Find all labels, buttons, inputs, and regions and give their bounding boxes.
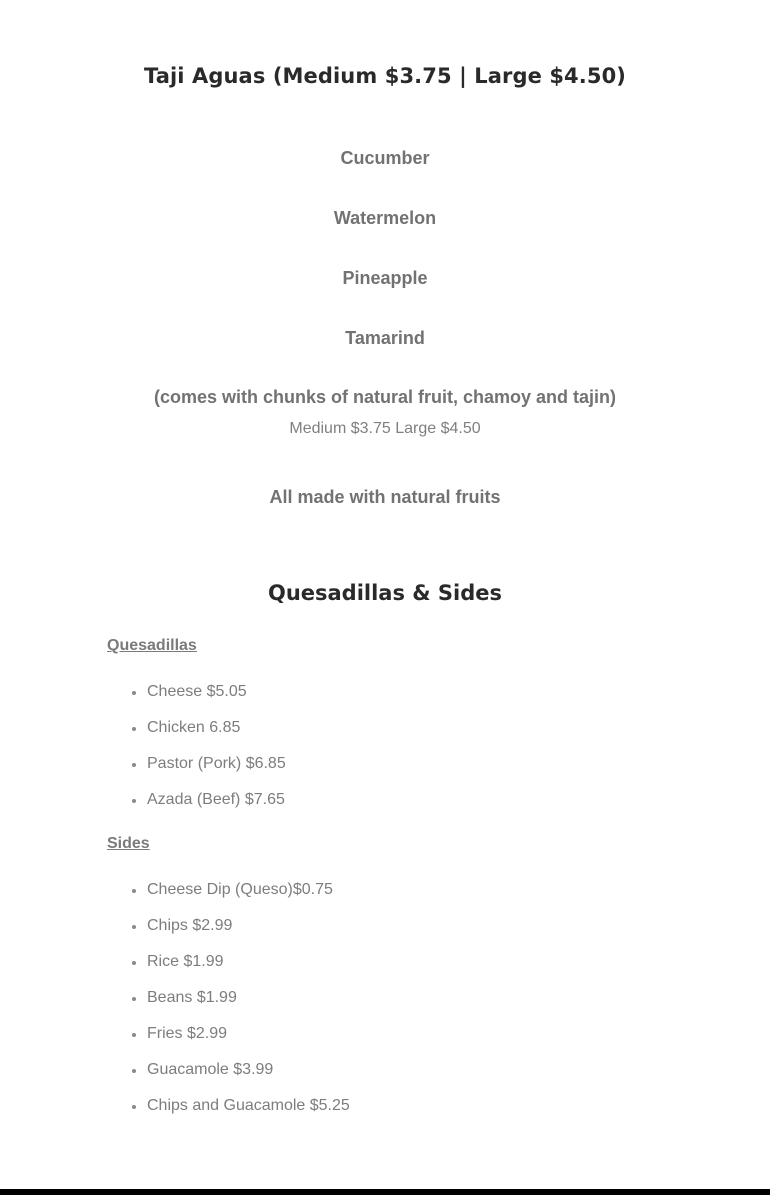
quesadillas-sides-title: Quesadillas & Sides — [267, 581, 503, 605]
list-item: Chicken 6.85 — [107, 718, 286, 754]
flavor-tamarind: Tamarind — [345, 328, 425, 348]
aguas-title: Taji Aguas (Medium $3.75 | Large $4.50) — [144, 64, 626, 88]
flavor-watermelon: Watermelon — [333, 208, 437, 228]
aguas-note: (comes with chunks of natural fruit, chamoy and tajin) — [153, 387, 617, 407]
list-item: Guacamole $3.99 — [107, 1060, 350, 1096]
list-item: Chips and Guacamole $5.25 — [107, 1096, 350, 1132]
list-item: Cheese Dip (Queso)$0.75 — [107, 880, 350, 916]
list-item: Cheese $5.05 — [107, 682, 286, 718]
aguas-price-note: Medium $3.75 Large $4.50 — [289, 420, 481, 437]
list-item: Beans $1.99 — [107, 988, 350, 1024]
list-item: Azada (Beef) $7.65 — [107, 790, 286, 826]
list-item: Rice $1.99 — [107, 952, 350, 988]
footer-bar — [0, 1189, 770, 1195]
sides-heading: Sides — [107, 835, 150, 852]
flavor-cucumber: Cucumber — [340, 148, 430, 168]
list-item: Chips $2.99 — [107, 916, 350, 952]
list-item: Pastor (Pork) $6.85 — [107, 754, 286, 790]
flavor-pineapple: Pineapple — [342, 268, 428, 288]
quesadillas-heading: Quesadillas — [107, 637, 197, 654]
natural-fruits-note: All made with natural fruits — [269, 487, 501, 507]
list-item: Fries $2.99 — [107, 1024, 350, 1060]
sides-list — [107, 880, 350, 1132]
quesadillas-list — [107, 682, 286, 826]
